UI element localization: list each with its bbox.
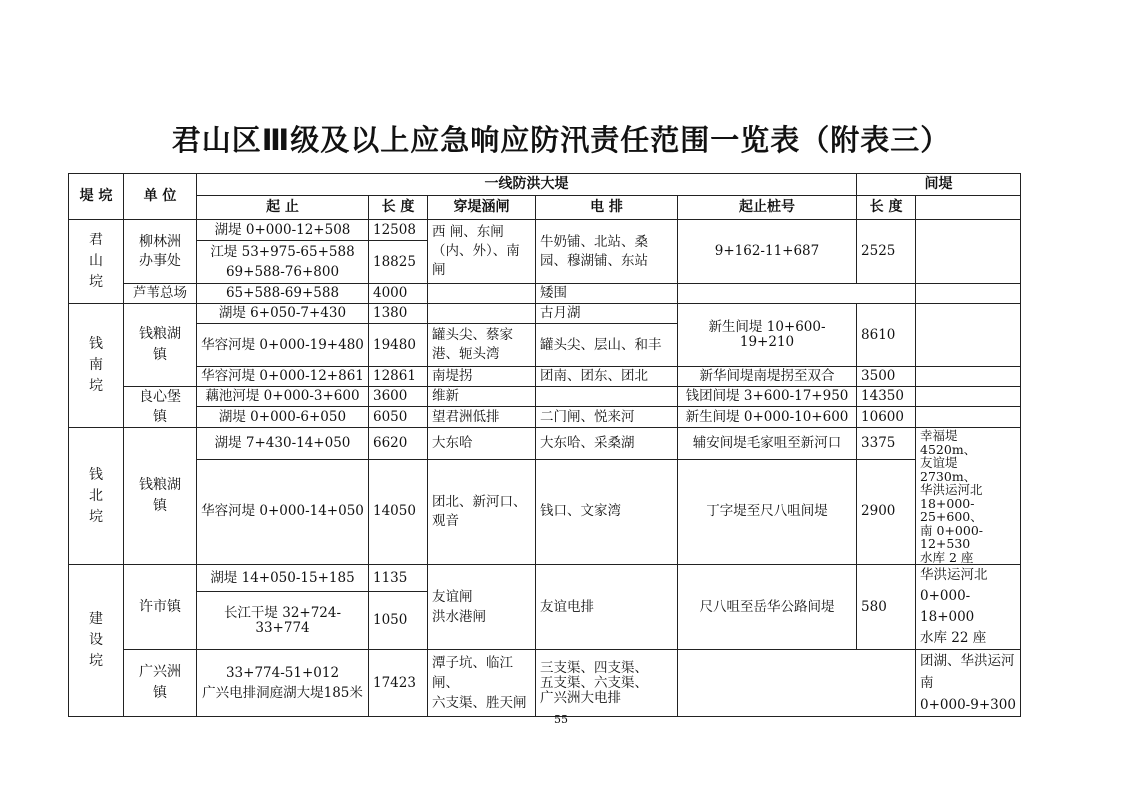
range-cell: 65+588-69+588 bbox=[197, 284, 369, 304]
seep-cell: 团湖、华洪运河南 0+000-9+300 bbox=[916, 650, 1021, 717]
culvert-cell bbox=[428, 284, 536, 304]
pump-cell: 三支渠、四支渠、 五支渠、六支渠、 广兴洲大电排 bbox=[536, 650, 678, 717]
length2-cell: 2525 bbox=[857, 220, 916, 284]
pump-cell: 牛奶铺、北站、桑园、穆湖铺、东站 bbox=[536, 220, 678, 284]
length-cell: 6050 bbox=[369, 407, 428, 428]
seep-cell: 幸福堤 4520m、 友谊堤 2730m、 华洪运河北 18+000-25+600、 南 0+000-12+530 水库 2 座 bbox=[916, 428, 1021, 565]
range-cell: 湖堤 0+000-6+050 bbox=[197, 407, 369, 428]
length-cell: 6620 bbox=[369, 428, 428, 460]
pump-cell bbox=[536, 387, 678, 407]
header-row-2 bbox=[69, 196, 1021, 220]
table-row bbox=[69, 459, 1021, 564]
stake-cell: 新生间堤 10+600-19+210 bbox=[678, 304, 857, 367]
length-cell: 12861 bbox=[369, 367, 428, 387]
stake-cell: 丁字堤至尺八咀间堤 bbox=[678, 459, 857, 564]
length-cell: 4000 bbox=[369, 284, 428, 304]
culvert-cell: 维新 bbox=[428, 387, 536, 407]
pump-cell: 矮围 bbox=[536, 284, 678, 304]
range-cell: 长江干堤 32+724-33+774 bbox=[197, 592, 369, 650]
table-row bbox=[69, 220, 1021, 241]
header-length2: 长 度 bbox=[857, 196, 916, 220]
length-cell: 3600 bbox=[369, 387, 428, 407]
length-cell: 1135 bbox=[369, 565, 428, 592]
range-cell: 华容河堤 0+000-19+480 bbox=[197, 324, 369, 367]
range-cell: 华容河堤 0+000-14+050 bbox=[197, 459, 369, 564]
header-culvert: 穿堤涵闸 bbox=[428, 196, 536, 220]
header-stake: 起止桩号 bbox=[678, 196, 857, 220]
pump-cell: 古月湖 bbox=[536, 304, 678, 324]
culvert-cell: 罐头尖、蔡家港、轭头湾 bbox=[428, 324, 536, 367]
culvert-cell bbox=[428, 304, 536, 324]
unit-cell: 钱粮湖 镇 bbox=[124, 304, 197, 387]
stake-cell: 新生间堤 0+000-10+600 bbox=[678, 407, 857, 428]
seep-cell bbox=[916, 220, 1021, 284]
pump-cell: 二门闸、悦来河 bbox=[536, 407, 678, 428]
stake-cell: 钱团间堤 3+600-17+950 bbox=[678, 387, 857, 407]
culvert-cell: 团北、新河口、观音 bbox=[428, 459, 536, 564]
length2-cell: 3500 bbox=[857, 367, 916, 387]
pump-cell: 大东哈、采桑湖 bbox=[536, 428, 678, 460]
table-row bbox=[69, 387, 1021, 407]
length-cell: 18825 bbox=[369, 241, 428, 284]
length2-cell: 2900 bbox=[857, 459, 916, 564]
range-cell: 江堤 53+975-65+588 69+588-76+800 bbox=[197, 241, 369, 284]
table-row bbox=[69, 304, 1021, 324]
header-first-line: 一线防洪大堤 bbox=[197, 174, 857, 196]
table-row bbox=[69, 428, 1021, 460]
dike-cell-qianbei: 钱 北 垸 bbox=[69, 428, 124, 565]
range-cell: 湖堤 6+050-7+430 bbox=[197, 304, 369, 324]
range-cell: 华容河堤 0+000-12+861 bbox=[197, 367, 369, 387]
seep-cell bbox=[916, 367, 1021, 387]
unit-cell: 广兴洲 镇 bbox=[124, 650, 197, 717]
table-row bbox=[69, 650, 1021, 717]
dike-cell-qiannan: 钱 南 垸 bbox=[69, 304, 124, 428]
table-row bbox=[69, 565, 1021, 592]
unit-cell: 良心堡 镇 bbox=[124, 387, 197, 428]
seep-cell bbox=[916, 407, 1021, 428]
unit-cell: 柳林洲 办事处 bbox=[124, 220, 197, 284]
table-row bbox=[69, 407, 1021, 428]
length2-cell: 8610 bbox=[857, 304, 916, 367]
seep-cell: 华洪运河北 0+000-18+000 水库 22 座 bbox=[916, 565, 1021, 650]
length2-cell: 14350 bbox=[857, 387, 916, 407]
header-unit: 单 位 bbox=[124, 174, 197, 220]
length-cell: 1380 bbox=[369, 304, 428, 324]
stake-cell bbox=[678, 284, 916, 304]
header-pump: 电 排 bbox=[536, 196, 678, 220]
culvert-cell: 西 闸、东闸（内、外）、南闸 bbox=[428, 220, 536, 284]
length-cell: 19480 bbox=[369, 324, 428, 367]
pump-cell: 友谊电排 bbox=[536, 565, 678, 650]
length-cell: 17423 bbox=[369, 650, 428, 717]
header-dike: 堤 垸 bbox=[69, 174, 124, 220]
unit-cell: 芦苇总场 bbox=[124, 284, 197, 304]
seep-cell bbox=[916, 284, 1021, 304]
length2-cell: 10600 bbox=[857, 407, 916, 428]
culvert-cell: 望君洲低排 bbox=[428, 407, 536, 428]
stake-cell bbox=[678, 650, 916, 717]
length-cell: 1050 bbox=[369, 592, 428, 650]
seep-cell bbox=[916, 304, 1021, 367]
stake-cell: 9+162-11+687 bbox=[678, 220, 857, 284]
table-row bbox=[69, 367, 1021, 387]
page-title: 君山区Ⅲ级及以上应急响应防汛责任范围一览表（附表三） bbox=[171, 123, 951, 157]
stake-cell: 辅安间堤毛家咀至新河口 bbox=[678, 428, 857, 460]
flood-responsibility-table bbox=[68, 173, 1021, 717]
header-sep-dike: 间堤 bbox=[857, 174, 1021, 196]
unit-cell: 钱粮湖 镇 bbox=[124, 428, 197, 565]
range-cell: 湖堤 14+050-15+185 bbox=[197, 565, 369, 592]
stake-cell: 新华间堤南堤拐至双合 bbox=[678, 367, 857, 387]
length2-cell: 580 bbox=[857, 565, 916, 650]
range-cell: 藕池河堤 0+000-3+600 bbox=[197, 387, 369, 407]
culvert-cell: 南堤拐 bbox=[428, 367, 536, 387]
length-cell: 14050 bbox=[369, 459, 428, 564]
pump-cell: 罐头尖、层山、和丰 bbox=[536, 324, 678, 367]
pump-cell: 团南、团东、团北 bbox=[536, 367, 678, 387]
length2-cell: 3375 bbox=[857, 428, 916, 460]
dike-cell-junshan: 君 山 垸 bbox=[69, 220, 124, 304]
unit-cell: 许市镇 bbox=[124, 565, 197, 650]
page-number: 55 bbox=[554, 713, 568, 726]
dike-cell-jianshe: 建 设 垸 bbox=[69, 565, 124, 717]
range-cell: 湖堤 0+000-12+508 bbox=[197, 220, 369, 241]
culvert-cell: 友谊闸 洪水港闸 bbox=[428, 565, 536, 650]
header-length: 长 度 bbox=[369, 196, 428, 220]
range-cell: 33+774-51+012 广兴电排洞庭湖大堤185米 bbox=[197, 650, 369, 717]
length-cell: 12508 bbox=[369, 220, 428, 241]
culvert-cell: 潭子坑、临江闸、 六支渠、胜天闸 bbox=[428, 650, 536, 717]
header-row-1 bbox=[69, 174, 1021, 196]
table-row bbox=[69, 284, 1021, 304]
stake-cell: 尺八咀至岳华公路间堤 bbox=[678, 565, 857, 650]
header-start-end: 起 止 bbox=[197, 196, 369, 220]
pump-cell: 钱口、文家湾 bbox=[536, 459, 678, 564]
culvert-cell: 大东哈 bbox=[428, 428, 536, 460]
range-cell: 湖堤 7+430-14+050 bbox=[197, 428, 369, 460]
seep-cell bbox=[916, 387, 1021, 407]
